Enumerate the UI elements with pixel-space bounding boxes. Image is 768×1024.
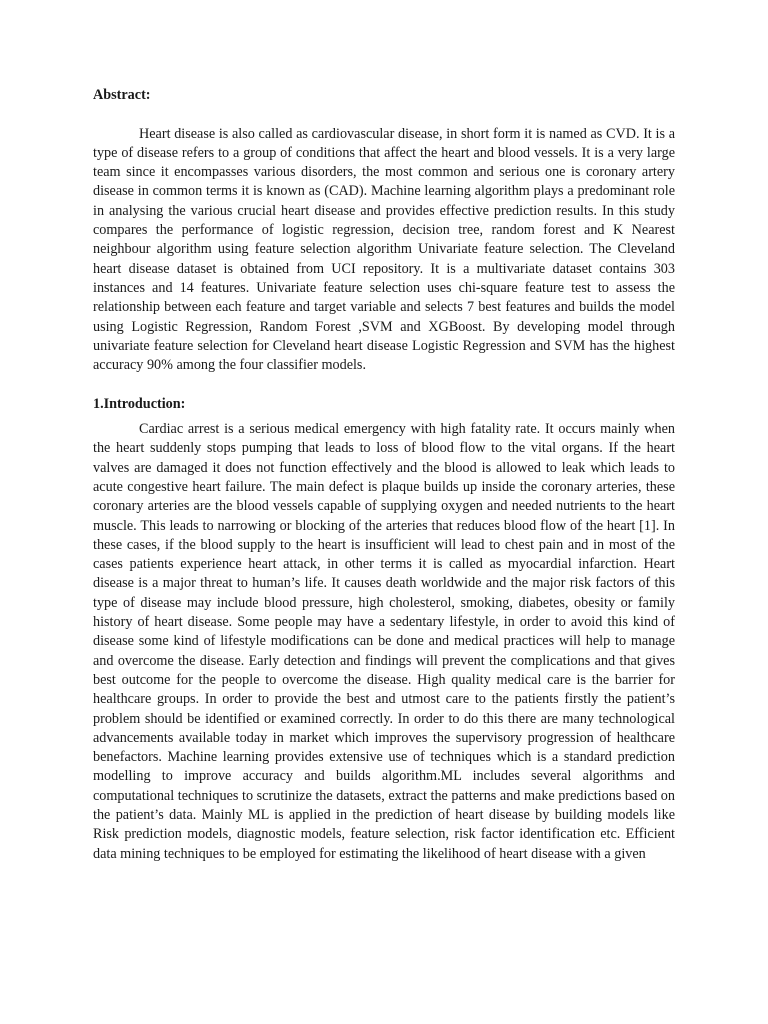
document-page — [93, 86, 675, 864]
introduction-paragraph: Cardiac arrest is a serious medical emergency with high fatality rate. It occurs mainly when the heart suddenly stops pumping that leads to loss of blood flow to the vital organs. If the heart valves are damaged it does not function effectively and the blood is allowed to leak which leads to acute congestive heart failure. The main defect is plaque builds up inside the coronary arteries, these coronary arteries are the blood vessels capable of supplying oxygen and needed nutrients to the heart muscle. This leads to narrowing or blocking of the arteries that reduces blood flow of the heart [1]. In these cases, if the blood supply to the heart is insufficient will lead to chest pain and in most of the cases patients experience heart attack, in other terms it is called as myocardial infarction. Heart disease is a major threat to human’s life. It causes death worldwide and the major risk factors of this type of disease may include blood pressure, high cholesterol, smoking, diabetes, obesity or family history of heart disease. Some people may have a sedentary lifestyle, in order to avoid this kind of disease some kind of lifestyle modifications can be done and medical practices will help to manage and overcome the disease. Early detection and findings will prevent the complications and that gives best outcome for the people to overcome the disease. High quality medical care is the barrier for healthcare groups. In order to provide the best and utmost care to the patients firstly the patient’s problem should be identified or examined correctly. In order to do this there are many technological advancements available today in market which improves the supervisory progression of healthcare benefactors. Machine learning provides extensive use of techniques which is a standard prediction modelling to improve accuracy and builds algorithm.ML includes several algorithms and computational techniques to scrutinize the datasets, extract the patterns and make predictions based on the patient’s data. Mainly ML is applied in the prediction of heart disease by building models like Risk prediction models, diagnostic models, feature selection, risk factor identification etc. Efficient data mining techniques to be employed for estimating the likelihood of heart disease with a given — [93, 421, 675, 862]
abstract-paragraph: Heart disease is also called as cardiovascular disease, in short form it is named as CVD. It is a type of disease refers to a group of conditions that affect the heart and blood vessels. It is a very large team since it encompasses various disorders, the most common and serious one is coronary artery disease in common terms it is known as (CAD). Machine learning algorithm plays a predominant role in analysing the various crucial heart disease and provides effective prediction results. In this study compares the performance of logistic regression, decision tree, random forest and K Nearest neighbour algorithm using feature selection algorithm Univariate feature selection. The Cleveland heart disease dataset is obtained from UCI repository. It is a multivariate dataset contains 303 instances and 14 features. Univariate feature selection uses chi-square feature test to assess the relationship between each feature and target variable and selects 7 best features and builds the model using Logistic Regression, Random Forest ,SVM and XGBoost. By developing model through univariate feature selection for Cleveland heart disease Logistic Regression and SVM has the highest accuracy 90% among the four classifier models. — [93, 125, 675, 374]
abstract-heading: Abstract: — [93, 87, 151, 103]
introduction-heading: 1.Introduction: — [93, 395, 186, 412]
